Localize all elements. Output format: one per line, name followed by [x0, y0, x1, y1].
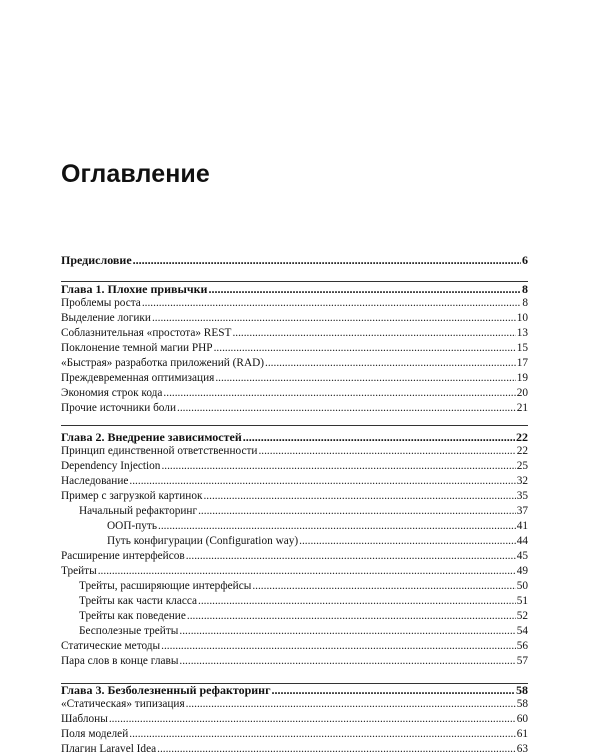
toc-page-number: 32 — [516, 475, 528, 487]
toc-entry — [61, 296, 528, 310]
toc-entry-label: Глава 3. Безболезненный рефакторинг — [61, 683, 271, 697]
toc-page-number: 56 — [516, 640, 528, 652]
dot-leader — [158, 519, 516, 533]
toc-entry-label: Преждевременная оптимизация — [61, 372, 215, 384]
dot-leader — [179, 654, 515, 668]
toc-entry — [61, 386, 528, 400]
toc-entry-label: Dependency Injection — [61, 460, 161, 472]
toc-page-number: 58 — [516, 683, 528, 697]
toc-page-number: 25 — [516, 460, 528, 472]
toc-chapter-entry — [61, 683, 528, 697]
toc-page-number: 57 — [516, 655, 528, 667]
dot-leader — [252, 579, 515, 593]
toc-page-number: 20 — [516, 387, 528, 399]
toc-page-number: 35 — [516, 490, 528, 502]
toc-entry-label: Проблемы роста — [61, 297, 141, 309]
toc-entry-label: Трейты как части класса — [79, 595, 198, 607]
toc-entry — [61, 326, 528, 340]
toc-entry — [61, 727, 528, 741]
dot-leader — [109, 712, 516, 726]
toc-entry — [61, 519, 528, 533]
toc-entry-label: Трейты как поведение — [79, 610, 186, 622]
toc-entry — [61, 654, 528, 668]
toc-entry — [61, 474, 528, 488]
toc-entry-label: Трейты — [61, 565, 97, 577]
toc-entry-label: Глава 1. Плохие привычки — [61, 282, 208, 296]
dot-leader — [152, 311, 516, 325]
toc-entry-label: Расширение интерфейсов — [61, 550, 185, 562]
toc-page-number: 49 — [516, 565, 528, 577]
dot-leader — [198, 594, 516, 608]
dot-leader — [133, 253, 521, 267]
toc-page-number: 63 — [516, 743, 528, 755]
toc-entry-label: Бесполезные трейты — [79, 625, 179, 637]
toc-page-number: 50 — [516, 580, 528, 592]
dot-leader — [98, 564, 516, 578]
toc-entry-label: Начальный рефакторинг — [79, 505, 198, 517]
dot-leader — [214, 341, 516, 355]
toc-entry-label: Предисловие — [61, 253, 132, 267]
toc-entry-label: Наследование — [61, 475, 129, 487]
toc-page-number: 17 — [516, 357, 528, 369]
toc-entry-label: Соблазнительная «простота» REST — [61, 327, 232, 339]
toc-entry — [61, 356, 528, 370]
dot-leader — [198, 504, 516, 518]
toc-entry — [61, 639, 528, 653]
dot-leader — [243, 430, 515, 444]
dot-leader — [186, 697, 516, 711]
dot-leader — [129, 727, 515, 741]
toc-entry-label: Поклонение темной магии PHP — [61, 342, 213, 354]
toc-entry — [61, 549, 528, 563]
dot-leader — [203, 489, 515, 503]
dot-leader — [179, 624, 515, 638]
toc-entry — [61, 712, 528, 726]
dot-leader — [208, 282, 521, 296]
toc-entry-label: Глава 2. Внедрение зависимостей — [61, 430, 242, 444]
toc-page-number: 54 — [516, 625, 528, 637]
toc-page-number: 60 — [516, 713, 528, 725]
toc-page-number: 44 — [516, 535, 528, 547]
toc-chapter-entry — [61, 253, 528, 267]
toc-page-number: 51 — [516, 595, 528, 607]
toc-entry-label: «Статическая» типизация — [61, 698, 185, 710]
dot-leader — [232, 326, 515, 340]
dot-leader — [186, 549, 516, 563]
toc-page-number: 6 — [522, 253, 528, 267]
toc-entry-label: Шаблоны — [61, 713, 108, 725]
toc-page-number: 19 — [516, 372, 528, 384]
dot-leader — [299, 534, 516, 548]
toc-entry-label: ООП-путь — [107, 520, 158, 532]
toc-entry-label: Поля моделей — [61, 728, 129, 740]
page-title: Оглавление — [61, 160, 210, 188]
toc-entry — [61, 459, 528, 473]
toc-page-number: 8 — [522, 282, 528, 296]
toc-page-number: 21 — [516, 402, 528, 414]
toc-entry — [61, 341, 528, 355]
toc-entry-label: Трейты, расширяющие интерфейсы — [79, 580, 252, 592]
toc-entry-label: Принцип единственной ответственности — [61, 445, 258, 457]
toc-entry — [61, 564, 528, 578]
toc-entry-label: Экономия строк кода — [61, 387, 163, 399]
dot-leader — [177, 401, 516, 415]
toc-entry-label: Пример с загрузкой картинок — [61, 490, 203, 502]
toc-entry-label: Плагин Laravel Idea — [61, 743, 157, 755]
toc-page-number: 37 — [516, 505, 528, 517]
toc-entry-label: Выделение логики — [61, 312, 151, 324]
toc-entry — [61, 624, 528, 638]
toc-entry — [61, 401, 528, 415]
toc-entry-label: «Быстрая» разработка приложений (RAD) — [61, 357, 265, 369]
dot-leader — [272, 683, 515, 697]
toc-chapter-entry — [61, 282, 528, 296]
section-divider — [61, 425, 528, 426]
toc-entry-label: Прочие источники боли — [61, 402, 176, 414]
toc-page-number: 52 — [516, 610, 528, 622]
toc-page-number: 22 — [516, 430, 528, 444]
toc-page-number: 45 — [516, 550, 528, 562]
dot-leader — [215, 371, 515, 385]
toc-page-number: 22 — [516, 445, 528, 457]
toc-entry — [61, 594, 528, 608]
toc-entry-label: Путь конфигурации (Configuration way) — [107, 535, 299, 547]
dot-leader — [161, 459, 515, 473]
toc-entry — [61, 742, 528, 756]
toc-entry — [61, 371, 528, 385]
dot-leader — [161, 639, 516, 653]
toc-page-number: 41 — [516, 520, 528, 532]
toc-entry — [61, 579, 528, 593]
dot-leader — [187, 609, 516, 623]
toc-page-number: 13 — [516, 327, 528, 339]
dot-leader — [258, 444, 515, 458]
toc-entry — [61, 504, 528, 518]
toc-entry — [61, 444, 528, 458]
toc-entry — [61, 311, 528, 325]
toc-page-number: 8 — [522, 297, 528, 309]
toc-entry-label: Пара слов в конце главы — [61, 655, 179, 667]
toc-chapter-entry — [61, 430, 528, 444]
toc-page-number: 15 — [516, 342, 528, 354]
toc-entry-label: Статические методы — [61, 640, 161, 652]
toc-entry — [61, 489, 528, 503]
toc-entry — [61, 534, 528, 548]
toc-entry — [61, 609, 528, 623]
dot-leader — [142, 296, 522, 310]
dot-leader — [129, 474, 515, 488]
dot-leader — [163, 386, 515, 400]
dot-leader — [157, 742, 516, 756]
toc-page-number: 61 — [516, 728, 528, 740]
toc-page-number: 58 — [516, 698, 528, 710]
toc-entry — [61, 697, 528, 711]
dot-leader — [265, 356, 516, 370]
toc-page-number: 10 — [516, 312, 528, 324]
